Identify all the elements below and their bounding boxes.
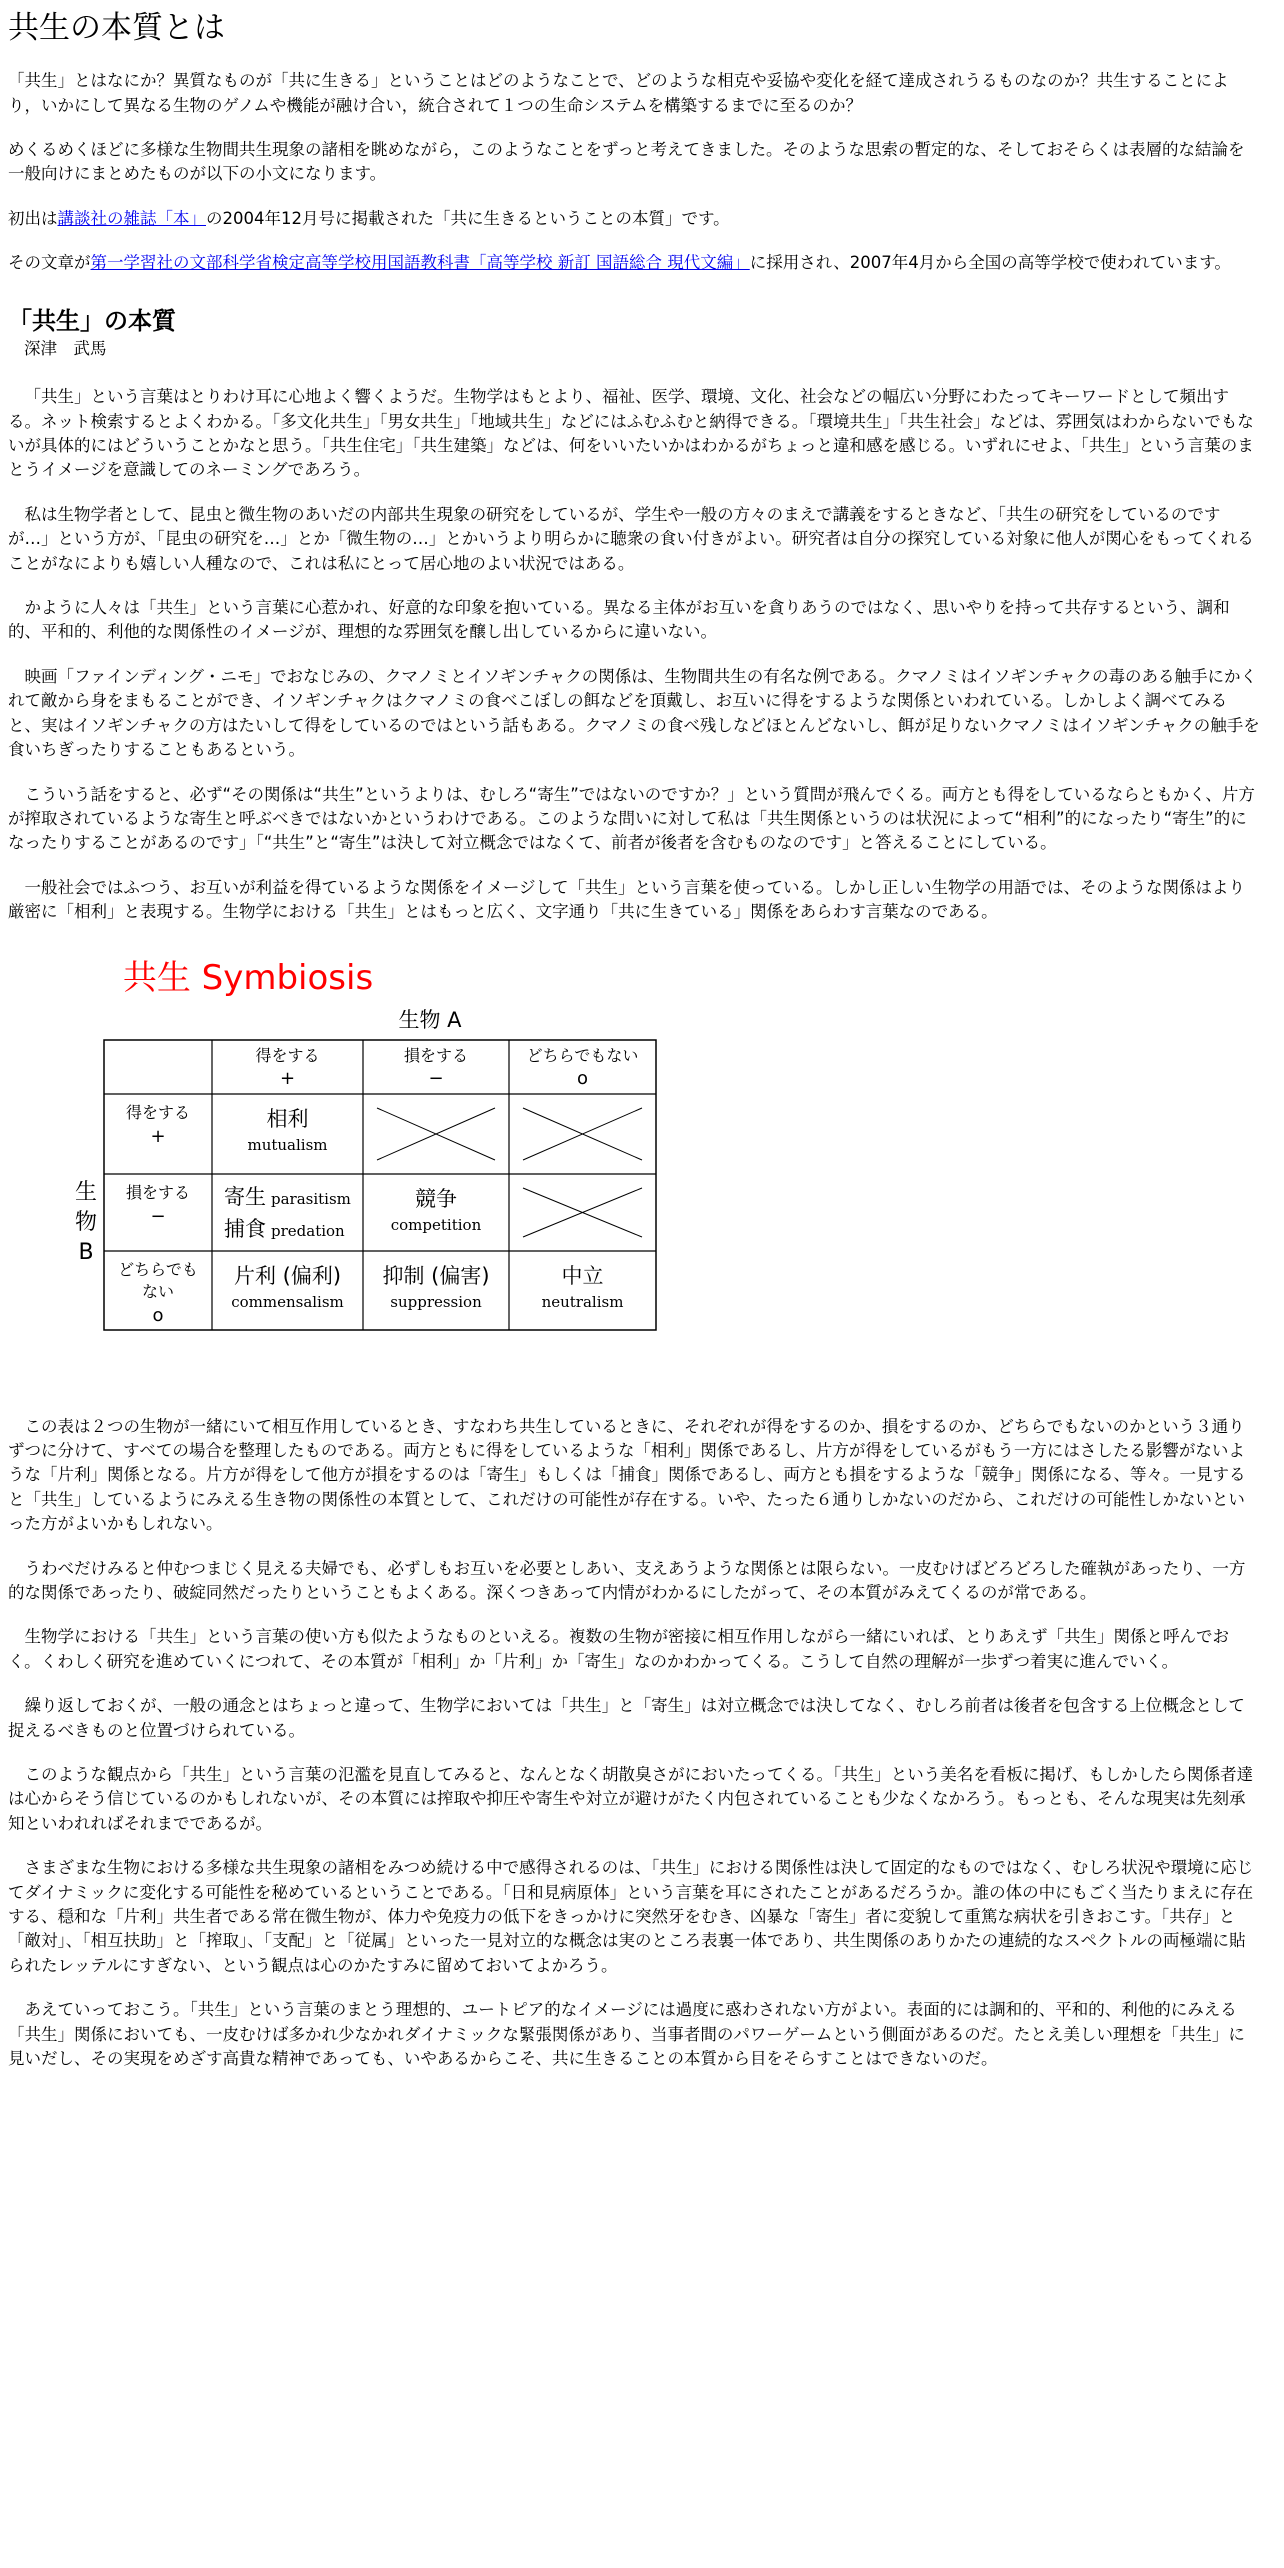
column-header-sign: + (279, 1067, 296, 1089)
adopted-prefix: その文章が (8, 253, 91, 273)
relation-name-en: neutralism (541, 1292, 624, 1311)
essay-paragraph: 私は生物学者として、昆虫と微生物のあいだの内部共生現象の研究をしているが、学生や一般の方々のまえで講義をするときなど、「共生の研究をしているのですが…」という方が、「昆虫の研究を…」とか「微生物の…」とかいうより明らかに聴衆の食い付きがよい。研究者は自分の探究している対象に他人が関心をもってくれることがなによりも嬉しい人種なので、これは私にとって居心地のよい状況ではある。 (8, 504, 1254, 573)
essay-author: 深津 武馬 (24, 338, 107, 358)
column-header-label: 得をする (255, 1045, 320, 1065)
essay-paragraph: このような観点から「共生」という言葉の氾濫を見直してみると、なんとなく胡散臭さがにおいたってくる。「共生」という美名を看板に掲げ、もしかしたら関係者達は心からそう信じているのかもしれないが、その本質には搾取や抑圧や寄生や対立が避けがたく内包されていることも少なくなかろう。もっとも、そんな現実は先刻承知といわれればそれまでであるが。 (8, 1765, 1254, 1833)
relation-name-en: suppression (390, 1292, 482, 1311)
row-header-sign: o (152, 1304, 164, 1326)
organism-b-char: B (78, 1239, 94, 1265)
relation-name: 相利 (266, 1106, 309, 1131)
symbiosis-table (54, 945, 674, 1375)
row-header-label: 得をする (125, 1102, 191, 1122)
relation-name-en: commensalism (231, 1292, 344, 1311)
magazine-link[interactable]: 講談社の雑誌「本」 (57, 208, 206, 228)
column-header-label: 損をする (403, 1045, 469, 1065)
row-header-label: 損をする (125, 1182, 191, 1202)
relation-name: 捕食 predation (224, 1216, 345, 1241)
textbook-link[interactable]: 第一学習社の文部科学省検定高等学校用国語教科書「高等学校 新訂 国語総合 現代文編」 (90, 253, 750, 273)
relation-name: 寄生 parasitism (224, 1184, 351, 1209)
organism-b-char: 生 (74, 1179, 98, 1205)
essay-paragraph: 生物学における「共生」という言葉の使い方も似たようなものといえる。複数の生物が密接に相互作用しながら一緒にいれば、とりあえず「共生」関係と呼んでおく。くわしく研究を進めていくにつれて、その本質が「相利」か「片利」か「寄生」なのかわかってくる。こうして自然の理解が一歩ずつ着実に進んでいく。 (8, 1627, 1229, 1671)
essay-title: 「共生」の本質 (8, 306, 176, 335)
table-headers (118, 1046, 638, 1326)
relation-name-en: competition (390, 1215, 482, 1234)
figure-title: 共生 Symbiosis (122, 957, 374, 998)
column-header-label: どちらでもない (526, 1045, 639, 1065)
essay-paragraph: さまざまな生物における多様な共生現象の諸相をみつめ続ける中で感得されるのは、「共生」における関係性は決して固定的なものではなく、むしろ状況や環境に応じてダイナミックに変化する可能性を秘めているということである。「日和見病原体」という言葉を耳にされたことがあるだろうか。誰の体の中にもごく当たりまえに存在する、穏和な「片利」共生者である常在微生物が、体力や免疫力の低下をきっかけに突然牙をむき、凶暴な「寄生」者に変貌して重篤な病状を引きおこす。「共存」と「敵対」、「相互扶助」と「搾取」、「支配」と「従属」といった一見対立的な概念は実のところ表裏一体であり、共生関係のありかたの連続的なスペクトルの両極端に貼られたレッテルにすぎない、という観点は心のかたすみに留めておいてよかろう。 (8, 1858, 1254, 1975)
relation-name: 片利 (偏利) (233, 1263, 342, 1288)
symbiosis-figure (54, 945, 674, 1375)
relation-name: 競争 (415, 1186, 457, 1211)
essay-paragraph: この表は２つの生物が一緒にいて相互作用しているとき、すなわち共生しているときに、それぞれが得をするのか、損をするのか、どちらでもないのかという３通りずつに分けて、すべての場合を整理したものである。両方ともに得をしているような「相利」関係であるし、片方が得をしているがもう一方にはさしたる影響がないような「片利」関係となる。片方が得をして他方が損をするのは「寄生」もしくは「捕食」関係であるし、両方とも損をするような「競争」関係になる、等々。一見すると「共生」しているようにみえる生き物の関係性の本質として、これだけの可能性が存在する。いや、たった６通りしかないのだから、これだけの可能性しかないといった方がよいかもしれない。 (8, 1416, 1246, 1534)
row-header-sign: − (150, 1205, 166, 1227)
essay-paragraph: かように人々は「共生」という言葉に心惹かれ、好意的な印象を抱いている。異なる主体がお互いを貪りあうのではなく、思いやりを持って共存するという、調和的、平和的、利他的な関係性のイメージが、理想的な雰囲気を醸し出しているからに違いない。 (8, 598, 1230, 642)
essay-paragraph: 繰り返しておくが、一般の通念とはちょっと違って、生物学においては「共生」と「寄生」は対立概念では決してなく、むしろ前者は後者を包含する上位概念として捉えるべきものと位置づけられている。 (8, 1696, 1245, 1740)
column-header-sign: − (428, 1067, 444, 1089)
organism-b-label (75, 1180, 97, 1265)
essay-paragraph: こういう話をすると、必ず“その関係は“共生”というよりは、むしろ“寄生”ではないのですか？」という質問が飛んでくる。両方とも得をしているならともかく、片方が搾取されているような寄生と呼ぶべきではないかというわけである。このような問いに対して私は「共生関係というのは状況によって“相利”的になったり“寄生”的になったりすることがあるのです」「“共生”と“寄生”は決して対立概念ではなくて、前者が後者を含むものなのです」と答えることにしている。 (8, 784, 1255, 853)
relation-name-en: mutualism (247, 1135, 328, 1154)
intro-paragraph-1: 「共生」とはなにか？異質なものが「共に生きる」ということはどのようなことで、どのような相克や妥協や変化を経て達成されうるものなのか？共生することにより，いかにして異なる生物のゲノムや機能が融け合い，統合されて１つの生命システムを構築するまでに至るのか？ (8, 71, 1229, 115)
organism-a-label: 生物 A (398, 1007, 462, 1032)
source-suffix: の2004年12月号に掲載された「共に生きるということの本質」です。 (206, 208, 730, 228)
table-cells (224, 1107, 642, 1311)
essay-paragraph: あえていっておこう。「共生」という言葉のまとう理想的、ユートピア的なイメージには過度に惑わされない方がよい。表面的には調和的、平和的、利他的にみえる「共生」関係においても、一皮むけば多かれ少なかれダイナミックな緊張関係があり、当事者間のパワーゲームという側面があるのだ。たとえ美しい理想を「共生」に見いだし、その実現をめざす高貴な精神であっても、いやあるからこそ、共に生きることの本質から目をそらすことはできないのだ。 (8, 2000, 1245, 2069)
organism-b-char: 物 (74, 1209, 98, 1235)
source-prefix: 初出は (8, 208, 58, 228)
intro-paragraph-2: めくるめくほどに多様な生物間共生現象の諸相を眺めながら，このようなことをずっと考えてきました。そのような思索の暫定的な、そしておそらくは表層的な結論を一般向けにまとめたものが以下の小文になります。 (8, 140, 1245, 184)
relation-name: 中立 (561, 1263, 604, 1288)
row-header-label: どちらでも (118, 1259, 198, 1279)
column-header-sign: o (576, 1067, 589, 1089)
relation-name: 抑制 (偏害) (382, 1263, 490, 1288)
essay-paragraph: 一般社会ではふつう、お互いが利益を得ているような関係をイメージして「共生」という言葉を使っている。しかし正しい生物学の用語では、そのような関係はより厳密に「相利」と表現する。生物学における「共生」とはもっと広く、文字通り「共に生きている」関係をあらわす言葉なのである。 (8, 877, 1246, 922)
source-note (8, 207, 1260, 231)
essay-paragraph: 映画「ファインディング・ニモ」でおなじみの、クマノミとイソギンチャクの関係は、生物間共生の有名な例である。クマノミはイソギンチャクの毒のある触手にかくれて敵から身をまもることができ、イソギンチャクはクマノミの食べこぼしの餌などを頂戴し、お互いに得をするような関係といわれている。しかしよく調べてみると、実はイソギンチャクの方はたいして得をしているのではという話もある。クマノミの食べ残しなどほとんどないし、餌が足りないクマノミはイソギンチャクの触手を食いちぎったりすることもあるという。 (8, 666, 1260, 760)
adopted-suffix: に採用され、2007年4月から全国の高等学校で使われています。 (749, 253, 1231, 273)
row-header-label: ない (141, 1281, 175, 1301)
essay-paragraph: 「共生」という言葉はとりわけ耳に心地よく響くようだ。生物学はもとより、福祉、医学、環境、文化、社会などの幅広い分野にわたってキーワードとして頻出する。ネット検索するとよくわかる。「多文化共生」「男女共生」「地域共生」などにはふむふむと納得できる。「環境共生」「共生社会」などは、雰囲気はわからないでもないが具体的にはどういうことかなと思う。「共生住宅」「共生建築」などは、何をいいたいかはわかるがちょっと違和感を感じる。いずれにせよ、「共生」という言葉のまとうイメージを意識してのネーミングであろう。 (8, 387, 1254, 480)
essay-paragraph: うわべだけみると仲むつまじく見える夫婦でも、必ずしもお互いを必要としあい、支えあうような関係とは限らない。一皮むけばどろどろした確執があったり、一方的な関係であったり、破綻同然だったりということもよくある。深くつきあって内情がわかるにしたがって、その本質がみえてくるのが常である。 (8, 1558, 1246, 1602)
row-header-sign: + (150, 1125, 166, 1147)
textbook-note (8, 251, 1260, 275)
page-title: 共生の本質とは (8, 10, 225, 46)
